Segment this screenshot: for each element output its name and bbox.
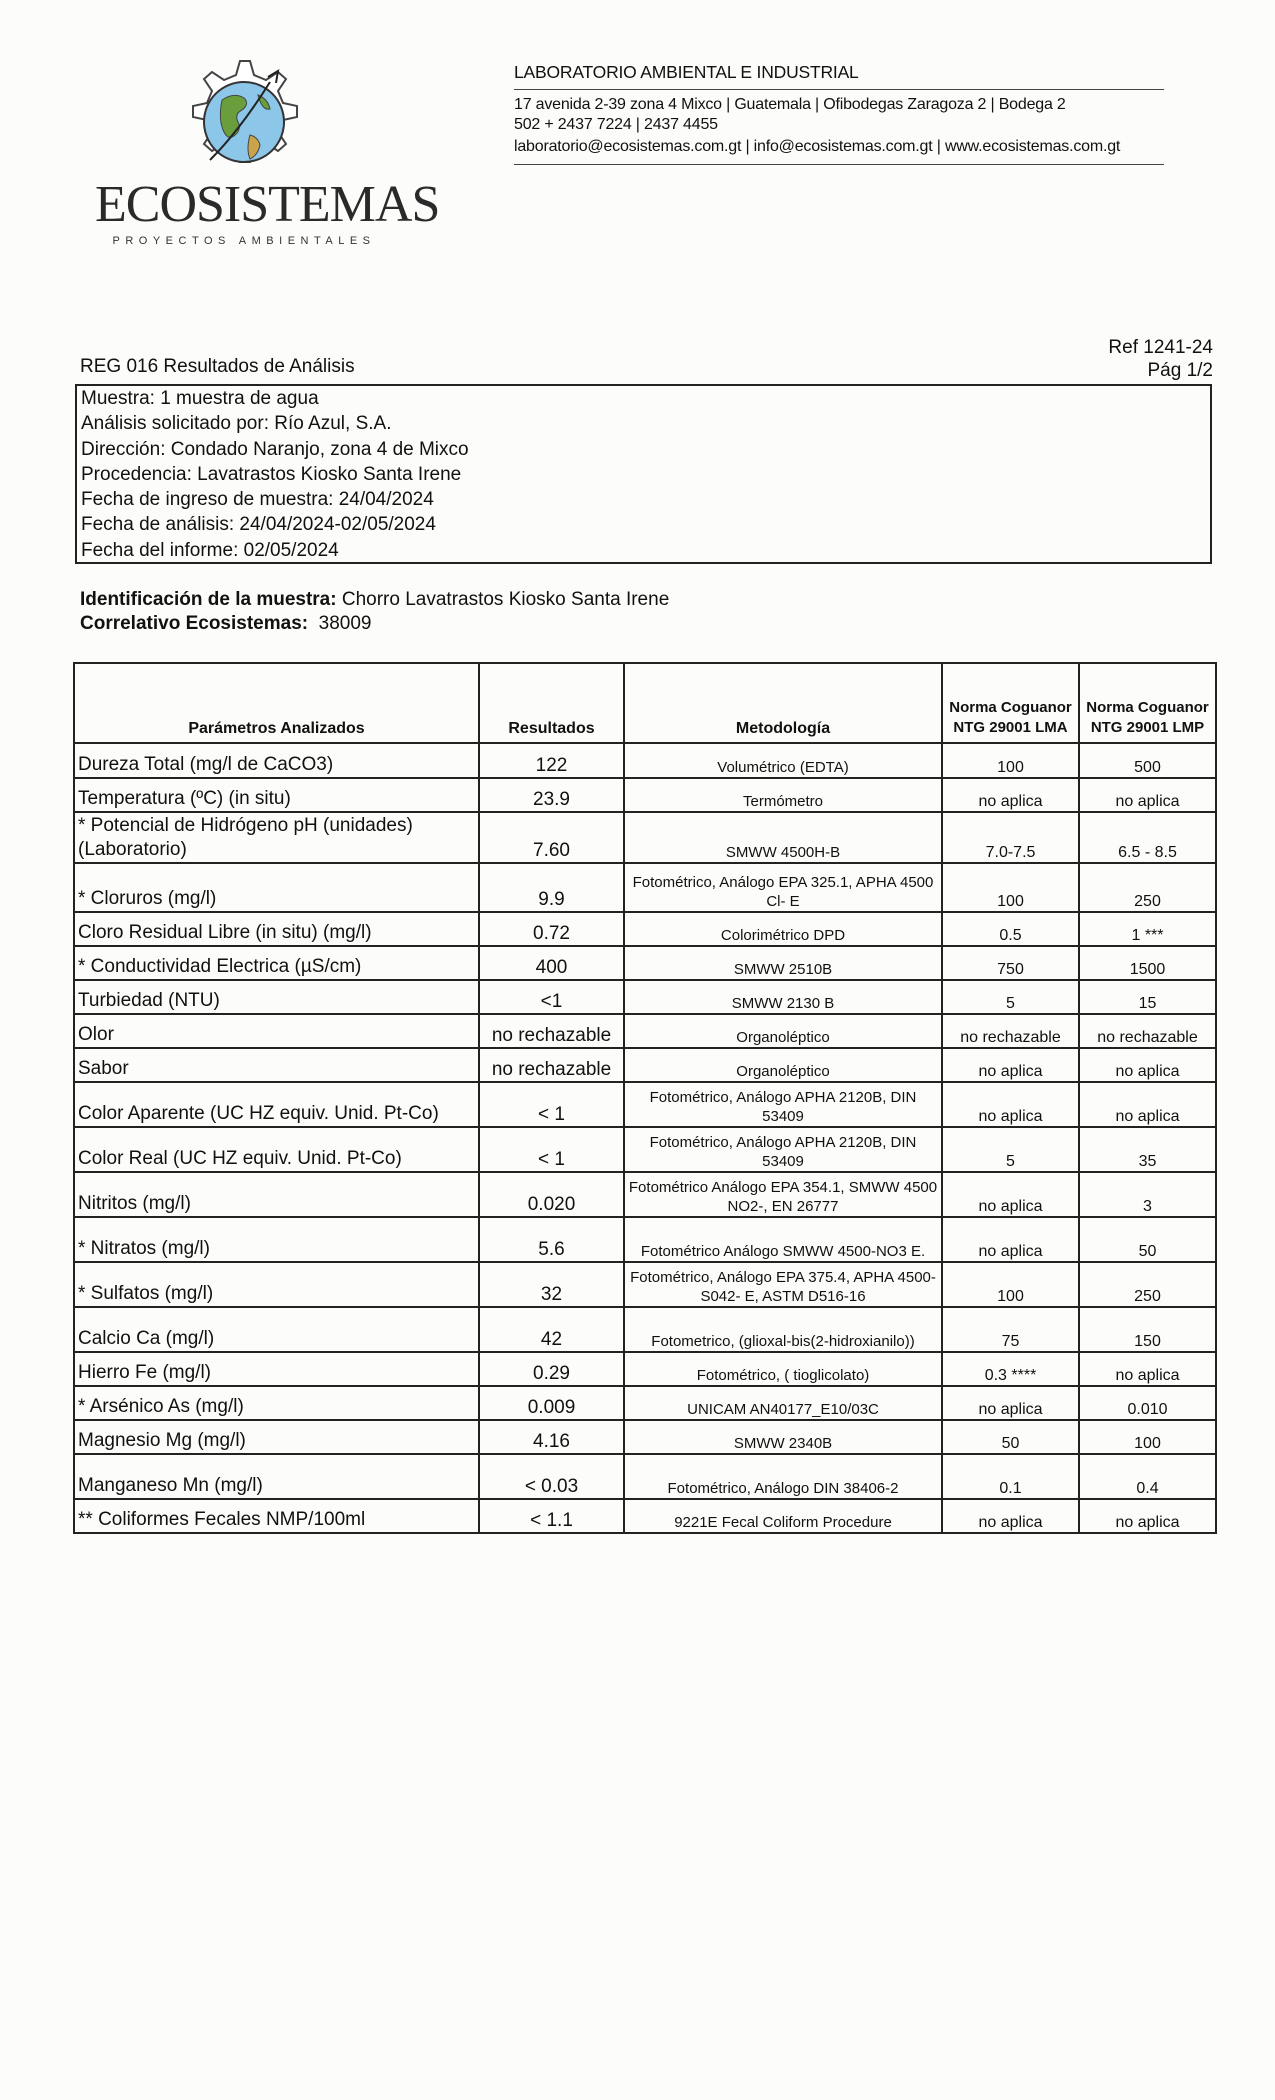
header-norm-lmp: Norma Coguanor NTG 29001 LMP (1079, 663, 1216, 743)
correlative-value: 38009 (318, 613, 372, 634)
info-line: Fecha del informe: 02/05/2024 (81, 539, 339, 561)
table-header-row (74, 663, 1216, 743)
info-line: Procedencia: Lavatrastos Kiosko Santa Irene (81, 463, 462, 485)
lmp-cell: 150 (1079, 1307, 1216, 1352)
table-row (74, 1499, 1216, 1533)
lmp-cell: 1500 (1079, 946, 1216, 980)
header-parameters: Parámetros Analizados (74, 663, 479, 743)
lma-cell: 50 (942, 1420, 1079, 1454)
table-row (74, 980, 1216, 1014)
table-row (74, 812, 1216, 863)
result-cell: 7.60 (479, 812, 624, 863)
lmp-cell: 50 (1079, 1217, 1216, 1262)
lab-header (514, 62, 1164, 165)
param-cell: Hierro Fe (mg/l) (74, 1352, 479, 1386)
lma-cell: no aplica (942, 1082, 1079, 1127)
table-row (74, 1172, 1216, 1217)
param-cell: * Nitratos (mg/l) (74, 1217, 479, 1262)
lmp-cell: 250 (1079, 863, 1216, 912)
lmp-cell: 500 (1079, 743, 1216, 778)
table-row (74, 912, 1216, 946)
result-cell: < 1 (479, 1127, 624, 1172)
lmp-cell: 35 (1079, 1127, 1216, 1172)
lmp-cell: no aplica (1079, 1048, 1216, 1082)
result-cell: 9.9 (479, 863, 624, 912)
lab-address: 17 avenida 2-39 zona 4 Mixco | Guatemala | Ofibodegas Zaragoza 2 | Bodega 2 (514, 96, 1066, 113)
method-cell: Fotométrico Análogo EPA 354.1, SMWW 4500 NO2-, EN 26777 (624, 1172, 942, 1217)
method-cell: SMWW 2130 B (624, 980, 942, 1014)
table-row (74, 743, 1216, 778)
param-cell: Dureza Total (mg/l de CaCO3) (74, 743, 479, 778)
correlative-label: Correlativo Ecosistemas: (80, 613, 309, 634)
result-cell: 0.72 (479, 912, 624, 946)
report-title: REG 016 Resultados de Análisis (80, 356, 355, 377)
ident-label: Identificación de la muestra: (80, 589, 337, 610)
info-line: Análisis solicitado por: Río Azul, S.A. (81, 413, 392, 435)
method-cell: Termómetro (624, 778, 942, 812)
method-cell: Volumétrico (EDTA) (624, 743, 942, 778)
lma-cell: 100 (942, 1262, 1079, 1307)
info-line: Dirección: Condado Naranjo, zona 4 de Mixco (81, 438, 469, 460)
param-cell: Color Aparente (UC HZ equiv. Unid. Pt-Co) (74, 1082, 479, 1127)
method-cell: Fotométrico, Análogo APHA 2120B, DIN 53409 (624, 1082, 942, 1127)
result-cell: 4.16 (479, 1420, 624, 1454)
result-cell: 42 (479, 1307, 624, 1352)
lmp-cell: 15 (1079, 980, 1216, 1014)
method-cell: Fotométrico, Análogo EPA 375.4, APHA 4500-S042- E, ASTM D516-16 (624, 1262, 942, 1307)
header-norm-lma: Norma Coguanor NTG 29001 LMA (942, 663, 1079, 743)
table-row (74, 1127, 1216, 1172)
globe-gear-icon (140, 55, 340, 180)
lmp-cell: 3 (1079, 1172, 1216, 1217)
lma-cell: 0.1 (942, 1454, 1079, 1499)
result-cell: 23.9 (479, 778, 624, 812)
result-cell: < 1 (479, 1082, 624, 1127)
brand-name: ECOSISTEMAS (95, 176, 440, 233)
info-line: Fecha de análisis: 24/04/2024-02/05/2024 (81, 514, 436, 536)
method-cell: SMWW 2510B (624, 946, 942, 980)
lmp-cell: no aplica (1079, 1082, 1216, 1127)
param-cell: * Potencial de Hidrógeno pH (unidades) (Laboratorio) (74, 812, 479, 863)
brand-tagline: PROYECTOS AMBIENTALES (112, 235, 376, 247)
result-cell: 400 (479, 946, 624, 980)
method-cell: Colorimétrico DPD (624, 912, 942, 946)
param-cell: * Arsénico As (mg/l) (74, 1386, 479, 1420)
table-row (74, 1082, 1216, 1127)
lma-cell: no aplica (942, 1172, 1079, 1217)
result-cell: 0.009 (479, 1386, 624, 1420)
result-cell: 5.6 (479, 1217, 624, 1262)
info-line: Muestra: 1 muestra de agua (81, 388, 319, 409)
param-cell: Sabor (74, 1048, 479, 1082)
table-row (74, 1217, 1216, 1262)
method-cell: SMWW 2340B (624, 1420, 942, 1454)
lmp-cell: 0.4 (1079, 1454, 1216, 1499)
ref-number: Ref 1241-24 (1108, 337, 1213, 358)
param-cell: Calcio Ca (mg/l) (74, 1307, 479, 1352)
lma-cell: 100 (942, 743, 1079, 778)
lmp-cell: no aplica (1079, 778, 1216, 812)
lma-cell: no aplica (942, 1048, 1079, 1082)
method-cell: SMWW 4500H-B (624, 812, 942, 863)
method-cell: Organoléptico (624, 1048, 942, 1082)
info-line: Fecha de ingreso de muestra: 24/04/2024 (81, 489, 434, 511)
lma-cell: 0.5 (942, 912, 1079, 946)
param-cell: Magnesio Mg (mg/l) (74, 1420, 479, 1454)
lma-cell: 7.0-7.5 (942, 812, 1079, 863)
table-row (74, 1454, 1216, 1499)
lma-cell: 5 (942, 1127, 1079, 1172)
result-cell: < 1.1 (479, 1499, 624, 1533)
lma-cell: 5 (942, 980, 1079, 1014)
result-cell: 122 (479, 743, 624, 778)
method-cell: Fotométrico, Análogo EPA 325.1, APHA 4500 Cl- E (624, 863, 942, 912)
results-table (73, 662, 1217, 1534)
table-row (74, 778, 1216, 812)
header-method: Metodología (624, 663, 942, 743)
result-cell: < 0.03 (479, 1454, 624, 1499)
company-logo (95, 55, 440, 255)
lma-cell: no rechazable (942, 1014, 1079, 1048)
param-cell: Temperatura (ºC) (in situ) (74, 778, 479, 812)
lma-cell: no aplica (942, 1499, 1079, 1533)
report-reference (1108, 336, 1213, 382)
lma-cell: 100 (942, 863, 1079, 912)
lma-cell: no aplica (942, 778, 1079, 812)
lab-title: LABORATORIO AMBIENTAL E INDUSTRIAL (514, 62, 1164, 90)
param-cell: Manganeso Mn (mg/l) (74, 1454, 479, 1499)
table-row (74, 946, 1216, 980)
method-cell: 9221E Fecal Coliform Procedure (624, 1499, 942, 1533)
result-cell: <1 (479, 980, 624, 1014)
lmp-cell: no rechazable (1079, 1014, 1216, 1048)
lma-cell: 75 (942, 1307, 1079, 1352)
method-cell: Fotométrico, Análogo DIN 38406-2 (624, 1454, 942, 1499)
param-cell: ** Coliformes Fecales NMP/100ml (74, 1499, 479, 1533)
method-cell: Fotometrico, (glioxal-bis(2-hidroxianilo)) (624, 1307, 942, 1352)
result-cell: 32 (479, 1262, 624, 1307)
lmp-cell: 100 (1079, 1420, 1216, 1454)
table-row (74, 1352, 1216, 1386)
table-row (74, 863, 1216, 912)
result-cell: 0.29 (479, 1352, 624, 1386)
param-cell: * Sulfatos (mg/l) (74, 1262, 479, 1307)
param-cell: * Conductividad Electrica (µS/cm) (74, 946, 479, 980)
param-cell: Turbiedad (NTU) (74, 980, 479, 1014)
table-row (74, 1307, 1216, 1352)
result-cell: no rechazable (479, 1014, 624, 1048)
param-cell: Olor (74, 1014, 479, 1048)
method-cell: Fotométrico, Análogo APHA 2120B, DIN 53409 (624, 1127, 942, 1172)
header-results: Resultados (479, 663, 624, 743)
ident-value: Chorro Lavatrastos Kiosko Santa Irene (341, 589, 670, 610)
lmp-cell: 250 (1079, 1262, 1216, 1307)
param-cell: Nitritos (mg/l) (74, 1172, 479, 1217)
table-row (74, 1262, 1216, 1307)
method-cell: Fotométrico Análogo SMWW 4500-NO3 E. (624, 1217, 942, 1262)
sample-info-box (75, 384, 1212, 564)
lab-contact: laboratorio@ecosistemas.com.gt | info@ecosistemas.com.gt | www.ecosistemas.com.gt (514, 138, 1164, 165)
lma-cell: 750 (942, 946, 1079, 980)
param-cell: Cloro Residual Libre (in situ) (mg/l) (74, 912, 479, 946)
table-row (74, 1386, 1216, 1420)
sample-identification (80, 588, 669, 636)
lmp-cell: no aplica (1079, 1499, 1216, 1533)
page-number: Pág 1/2 (1147, 360, 1213, 381)
method-cell: Fotométrico, ( tioglicolato) (624, 1352, 942, 1386)
param-cell: * Cloruros (mg/l) (74, 863, 479, 912)
table-row (74, 1014, 1216, 1048)
lma-cell: no aplica (942, 1217, 1079, 1262)
lab-phones: 502 + 2437 7224 | 2437 4455 (514, 116, 718, 133)
param-cell: Color Real (UC HZ equiv. Unid. Pt-Co) (74, 1127, 479, 1172)
table-row (74, 1420, 1216, 1454)
result-cell: 0.020 (479, 1172, 624, 1217)
lmp-cell: 0.010 (1079, 1386, 1216, 1420)
lmp-cell: 1 *** (1079, 912, 1216, 946)
lmp-cell: 6.5 - 8.5 (1079, 812, 1216, 863)
table-row (74, 1048, 1216, 1082)
result-cell: no rechazable (479, 1048, 624, 1082)
lmp-cell: no aplica (1079, 1352, 1216, 1386)
lma-cell: no aplica (942, 1386, 1079, 1420)
lma-cell: 0.3 **** (942, 1352, 1079, 1386)
method-cell: Organoléptico (624, 1014, 942, 1048)
method-cell: UNICAM AN40177_E10/03C (624, 1386, 942, 1420)
